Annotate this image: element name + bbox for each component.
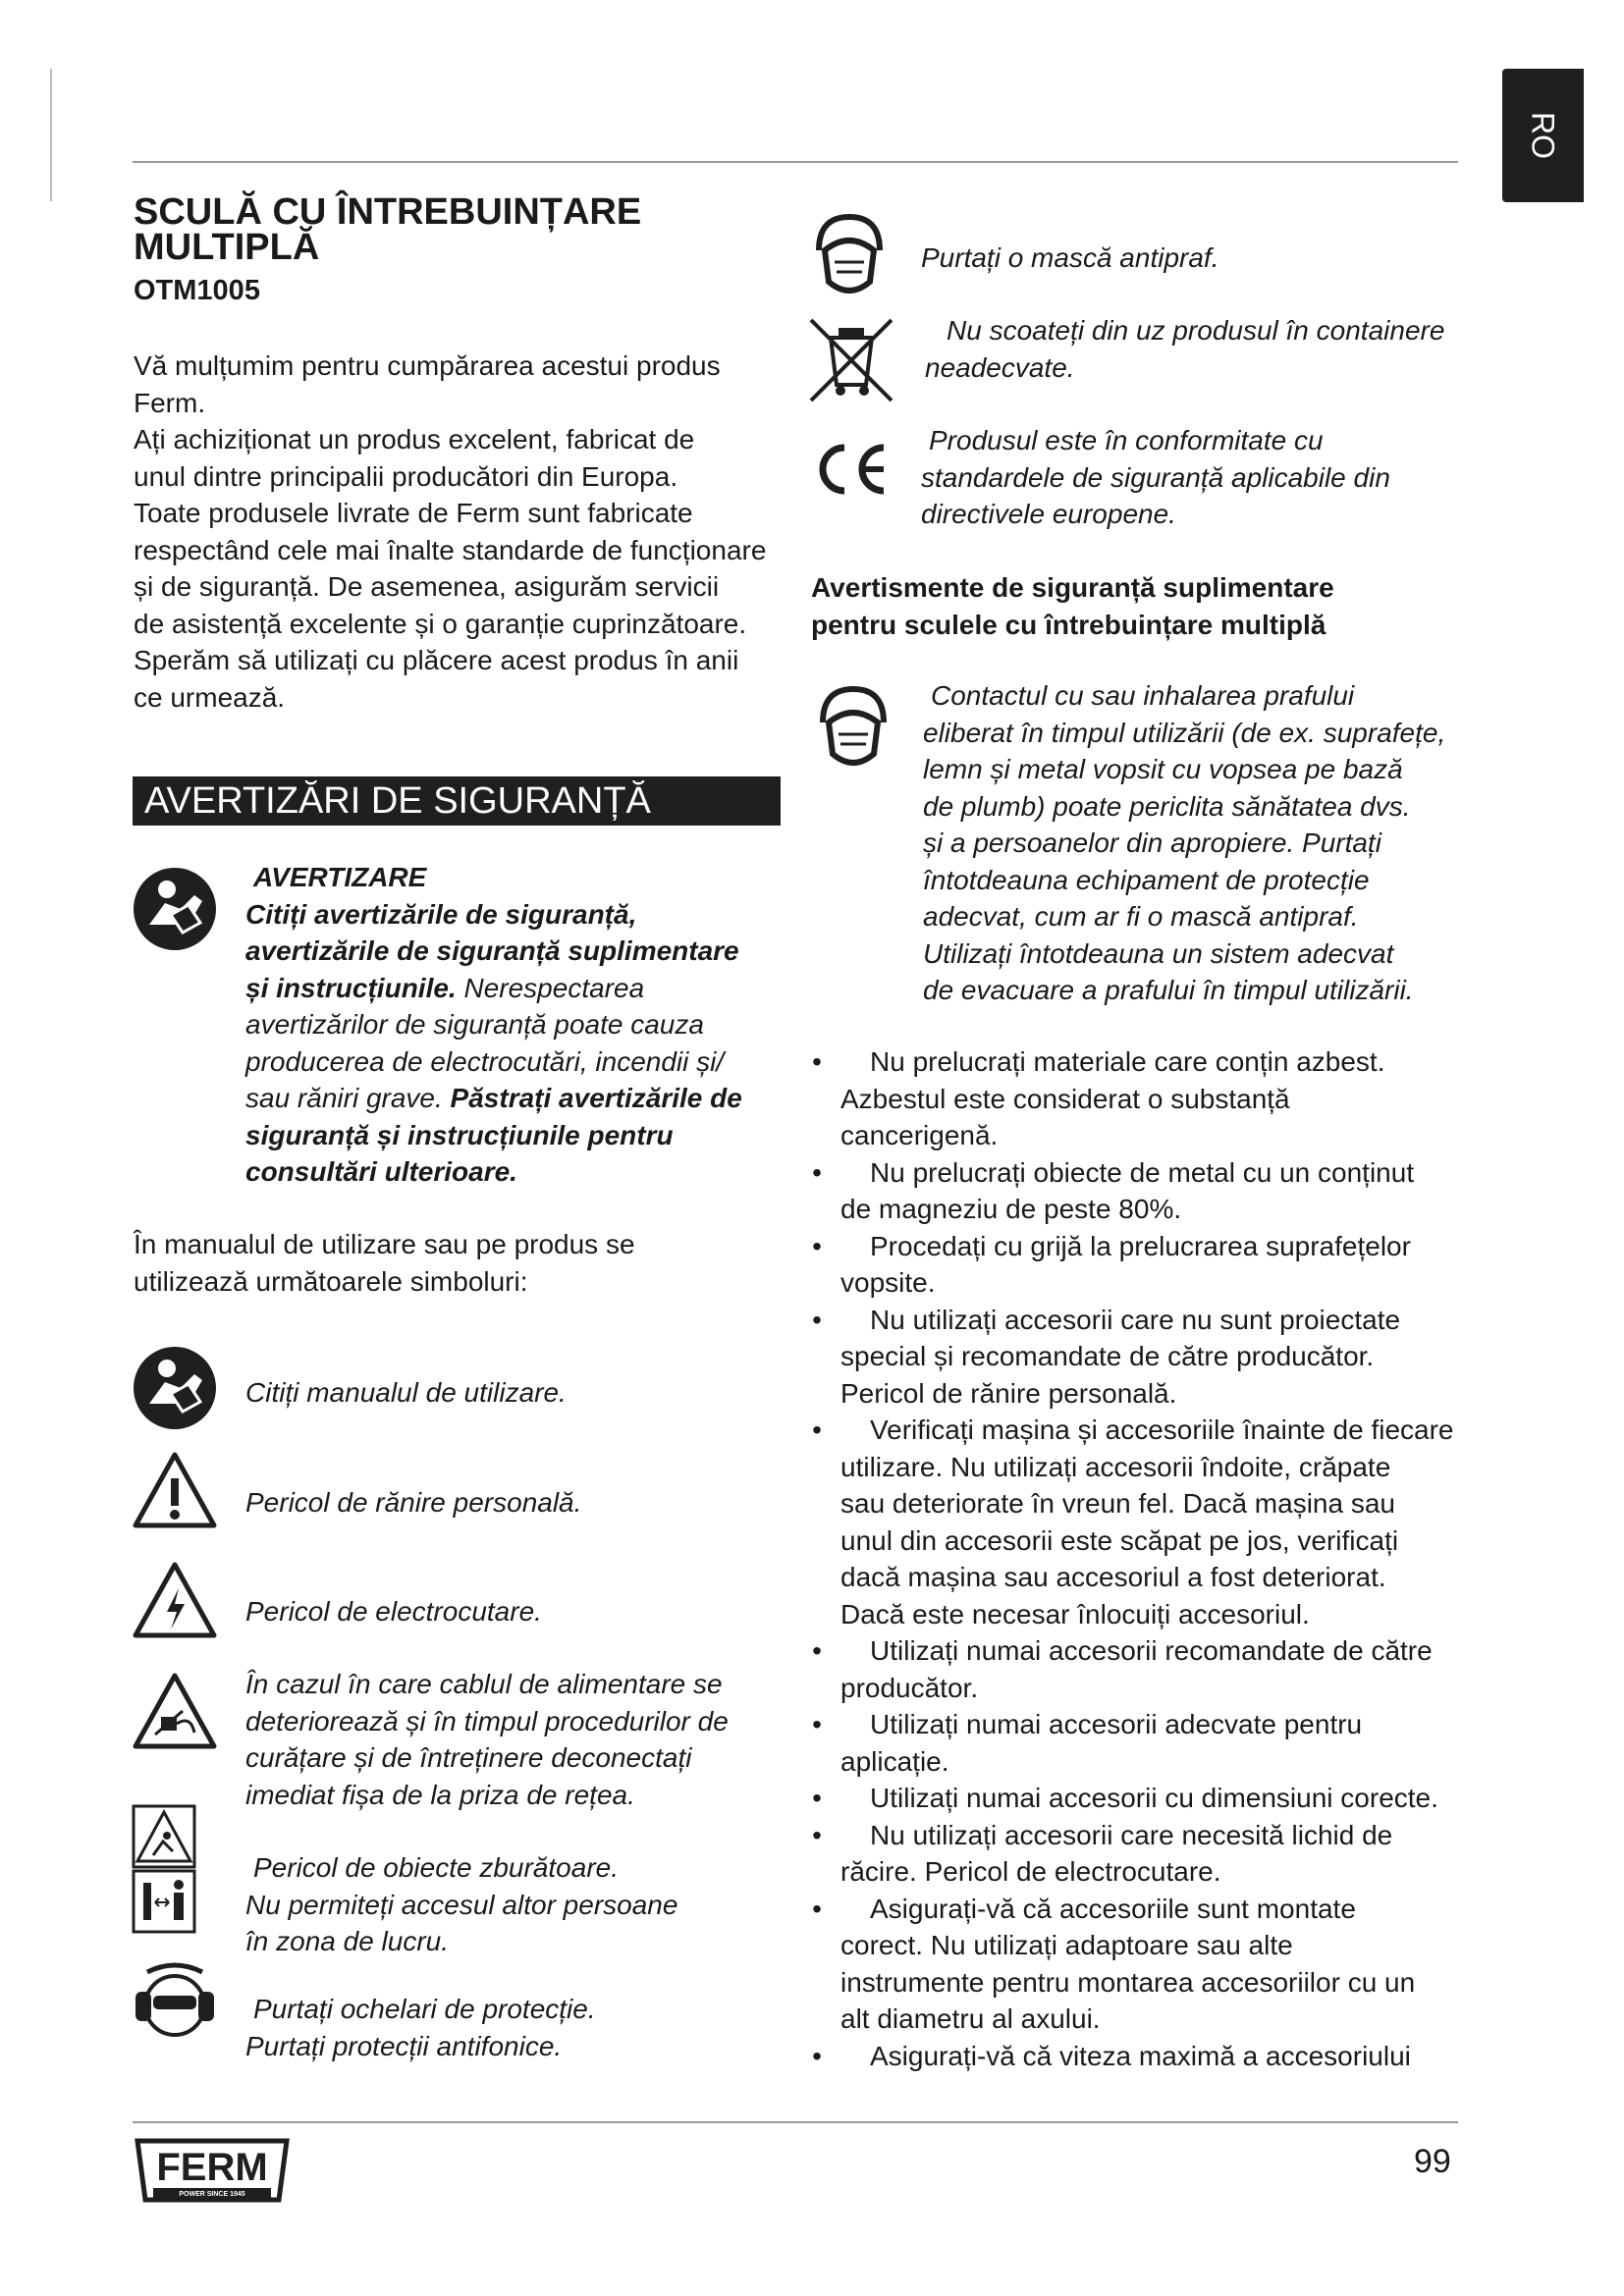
bullet-line: Asigurați-vă că accesoriile sunt montate (870, 1893, 1356, 1924)
warning-line: producerea de electrocutări, incendii și/ (245, 1045, 725, 1077)
bullet-item (811, 1780, 1498, 1817)
keep-distance-icon (132, 1869, 196, 1934)
bullet-line: special și recomandate de către producător. (840, 1341, 1375, 1371)
flying-objects-icon (132, 1804, 196, 1869)
symbol-glasses-text (245, 1991, 596, 2064)
bullet-line: răcire. Pericol de electrocutare. (840, 1856, 1221, 1887)
intro-line: respectând cele mai înalte standarde de funcționare (134, 534, 767, 565)
bin-line: neadecvate. (925, 351, 1075, 383)
logo-subtext: POWER SINCE 1945 (179, 2191, 245, 2198)
section-heading: AVERTIZĂRI DE SIGURANȚĂ (144, 780, 651, 822)
cable-line: În cazul în care cablul de alimentare se (245, 1669, 723, 1699)
bullet-line: instrumente pentru montarea accesoriilor cu un (840, 1966, 1416, 1998)
bullet-line: Verificați mașina și accesoriile înainte de fiecare (870, 1415, 1454, 1445)
bullet-item (811, 1154, 1498, 1228)
bullet-line: de magneziu de peste 80%. (840, 1194, 1182, 1224)
bullet-line: utilizare. Nu utilizați accesorii îndoite, crăpate (840, 1451, 1391, 1482)
bullet-line: vopsite. (840, 1267, 936, 1298)
intro-line: Sperăm să utilizați cu plăcere acest produs în anii (134, 645, 739, 675)
flying-line: Nu permiteți accesul altor persoane (245, 1889, 678, 1920)
bullet-dot: • (812, 1893, 822, 1924)
bullet-item (811, 1412, 1498, 1632)
bullet-item (811, 1302, 1498, 1413)
bullet-line: Nu utilizați accesorii care necesită lichid de (870, 1819, 1393, 1850)
ce-mark-icon (811, 442, 890, 497)
bullet-item (811, 1817, 1498, 1891)
bullet-line: cancerigenă. (840, 1120, 999, 1150)
bullet-item (811, 2038, 1498, 2075)
ce-line: directivele europene. (921, 499, 1176, 529)
symbol-mask-text: Purtați o mască antipraf. (921, 242, 1219, 273)
warning-line (245, 970, 795, 1007)
bullet-item (811, 1043, 1498, 1154)
warning-line: Citiți avertizările de siguranță, (245, 898, 637, 930)
crossed-bin-icon (807, 316, 895, 404)
symbol-cable-text (245, 1666, 729, 1813)
bullet-line: sau deteriorate în vreun fel. Dacă mașina sau (840, 1488, 1395, 1519)
warning-rest: Nerespectarea (456, 972, 645, 1003)
ce-line: standardele de siguranță aplicabile din (921, 461, 1390, 493)
intro-line: de asistență excelente și o garanție cuprinzătoare. (134, 608, 747, 639)
warning-bold: Păstrați avertizările de (450, 1083, 742, 1113)
cable-line: deteriorează și în timpul procedurilor de (245, 1705, 729, 1736)
title-line-2: MULTIPLĂ (134, 227, 320, 268)
warning-line: avertizările de siguranță suplimentare (245, 935, 739, 966)
bullet-dot: • (812, 1156, 822, 1188)
bullet-dot: • (812, 1230, 822, 1261)
intro-line: și de siguranță. De asemenea, asigurăm servicii (134, 571, 720, 602)
intro-line: Toate produsele livrate de Ferm sunt fabricate (134, 498, 693, 528)
bullet-dot: • (812, 2040, 822, 2071)
safety-bullet-list (811, 1043, 1498, 2074)
cable-line: imediat fișa de la priza de rețea. (245, 1779, 635, 1810)
dust-line: adecvat, cum ar fi o mască antipraf. (923, 901, 1359, 932)
warning-bold: și instrucțiunile. (245, 972, 457, 1003)
bottom-rule (133, 2121, 1458, 2123)
bullet-line: Utilizați numai accesorii adecvate pentru (870, 1709, 1363, 1739)
bullet-line: dacă mașina sau accesoriul a fost deteriorat. (840, 1562, 1386, 1592)
warning-line (245, 1080, 795, 1117)
glasses-line: Purtați protecții antifonice. (245, 2030, 563, 2061)
bullet-dot: • (812, 1819, 822, 1850)
intro-line: Vă mulțumim pentru cumpărarea acestui produs (134, 350, 721, 381)
left-margin-line (50, 69, 52, 201)
intro-line: Ați achiziționat un produs excelent, fabricat de (134, 424, 695, 454)
bullet-dot: • (812, 1046, 822, 1077)
dust-line: și a persoanelor din apropiere. Purtați (923, 828, 1381, 858)
bullet-item (811, 1632, 1498, 1706)
ce-line: Produsul este în conformitate cu (929, 425, 1324, 455)
warning-line: consultări ulterioare. (245, 1156, 517, 1187)
bullet-line: Nu prelucrați obiecte de metal cu un conținut (870, 1156, 1415, 1188)
bin-line: Nu scoateți din uz produsul în containere (947, 315, 1445, 346)
bullet-line: Pericol de rănire personală. (840, 1377, 1177, 1409)
dust-line: de evacuare a prafului în timpul utilizării. (923, 975, 1414, 1005)
page-title (134, 191, 642, 268)
top-rule (133, 161, 1458, 163)
symbol-electrocution-text: Pericol de electrocutare. (245, 1596, 542, 1627)
bullet-line: Utilizați numai accesorii recomandate de către (870, 1635, 1433, 1666)
glasses-line: Purtați ochelari de protecție. (253, 1994, 596, 2024)
dust-warning-text (923, 677, 1445, 1009)
protective-glasses-icon (132, 1960, 218, 2051)
bullet-line: Dacă este necesar înlocuiți accesoriul. (840, 1598, 1310, 1629)
bullet-line: Utilizați numai accesorii cu dimensiuni corecte. (870, 1783, 1438, 1813)
warning-label: AVERTIZARE (253, 862, 427, 892)
ferm-logo (134, 2137, 291, 2204)
warning-line: siguranță și instrucțiunile pentru (245, 1119, 674, 1150)
dust-line: întotdeauna echipament de protecție (923, 864, 1370, 895)
intro-paragraph (134, 347, 801, 716)
bullet-dot: • (812, 1709, 822, 1739)
bullet-item (811, 1891, 1498, 2038)
warning-rest: sau răniri grave. (245, 1083, 451, 1113)
logo-text: FERM (156, 2146, 268, 2189)
intro-line: ce urmează. (134, 681, 286, 713)
bullet-line: corect. Nu utilizați adaptoare sau alte (840, 1930, 1293, 1960)
flying-line: Pericol de obiecte zburătoare. (253, 1852, 619, 1883)
bullet-line: Azbestul este considerat o substanță (840, 1083, 1290, 1114)
bullet-line: alt diametru al axului. (840, 2003, 1101, 2034)
symbol-ce-text (921, 422, 1390, 533)
supplementary-heading (811, 569, 1334, 643)
dust-line: lemn și metal vopsit cu vopsea pe bază (923, 754, 1403, 784)
dust-line: eliberat în timpul utilizării (de ex. suprafețe, (923, 717, 1446, 748)
bullet-dot: • (812, 1304, 822, 1335)
model-number: OTM1005 (134, 275, 260, 306)
symbol-bin-text (925, 312, 1444, 386)
dust-line: de plumb) poate periclita sănătatea dvs. (923, 790, 1411, 822)
dust-line: Utilizați întotdeauna un sistem adecvat (923, 937, 1394, 969)
symbols-intro-line: utilizează următoarele simboluri: (134, 1265, 528, 1297)
bullet-line: producător. (840, 1672, 979, 1703)
page-number: 99 (1414, 2143, 1451, 2180)
dust-mask-icon (811, 211, 888, 301)
symbols-intro (134, 1226, 782, 1300)
symbol-read-manual-text: Citiți manualul de utilizare. (245, 1377, 567, 1408)
supp-heading-line: pentru sculele cu întrebuințare multiplă (811, 609, 1326, 640)
warning-triangle-icon (132, 1451, 218, 1529)
unplug-cable-icon (132, 1672, 218, 1750)
flying-line: în zona de lucru. (245, 1926, 450, 1956)
bullet-line: Nu prelucrați materiale care conțin azbest. (870, 1046, 1385, 1077)
electric-hazard-icon (132, 1561, 218, 1639)
bullet-item (811, 1228, 1498, 1302)
bullet-item (811, 1706, 1498, 1780)
read-manual-icon (132, 866, 218, 952)
intro-line: Ferm. (134, 387, 206, 418)
cable-line: curățare și de întreținere deconectați (245, 1742, 692, 1773)
bullet-line: Asigurați-vă că viteza maximă a accesoriului (870, 2040, 1411, 2071)
dust-mask-icon (815, 683, 892, 774)
symbol-flying-text (245, 1849, 677, 1960)
symbols-intro-line: În manualul de utilizare sau pe produs se (134, 1229, 635, 1259)
warning-line: avertizărilor de siguranță poate cauza (245, 1009, 704, 1040)
warning-text (245, 859, 795, 1191)
supp-heading-line: Avertismente de siguranță suplimentare (811, 572, 1334, 603)
section-heading-bar (133, 776, 781, 826)
symbol-injury-text: Pericol de rănire personală. (245, 1487, 582, 1518)
bullet-line: Procedați cu grijă la prelucrarea suprafețelor (870, 1230, 1411, 1261)
bullet-dot: • (812, 1635, 822, 1666)
bullet-dot: • (812, 1783, 822, 1813)
read-manual-icon (132, 1345, 218, 1431)
bullet-line: Nu utilizați accesorii care nu sunt proiectate (870, 1304, 1401, 1335)
language-tab (1502, 69, 1584, 202)
language-tab-label: RO (1526, 112, 1561, 159)
bullet-line: unul din accesorii este scăpat pe jos, verificați (840, 1524, 1399, 1556)
dust-line: Contactul cu sau inhalarea prafului (931, 680, 1355, 711)
bullet-dot: • (812, 1415, 822, 1445)
intro-line: unul dintre principalii producători din Europa. (134, 460, 678, 492)
title-line-1: SCULĂ CU ÎNTREBUINȚARE (134, 191, 642, 233)
bullet-line: aplicație. (840, 1745, 949, 1777)
